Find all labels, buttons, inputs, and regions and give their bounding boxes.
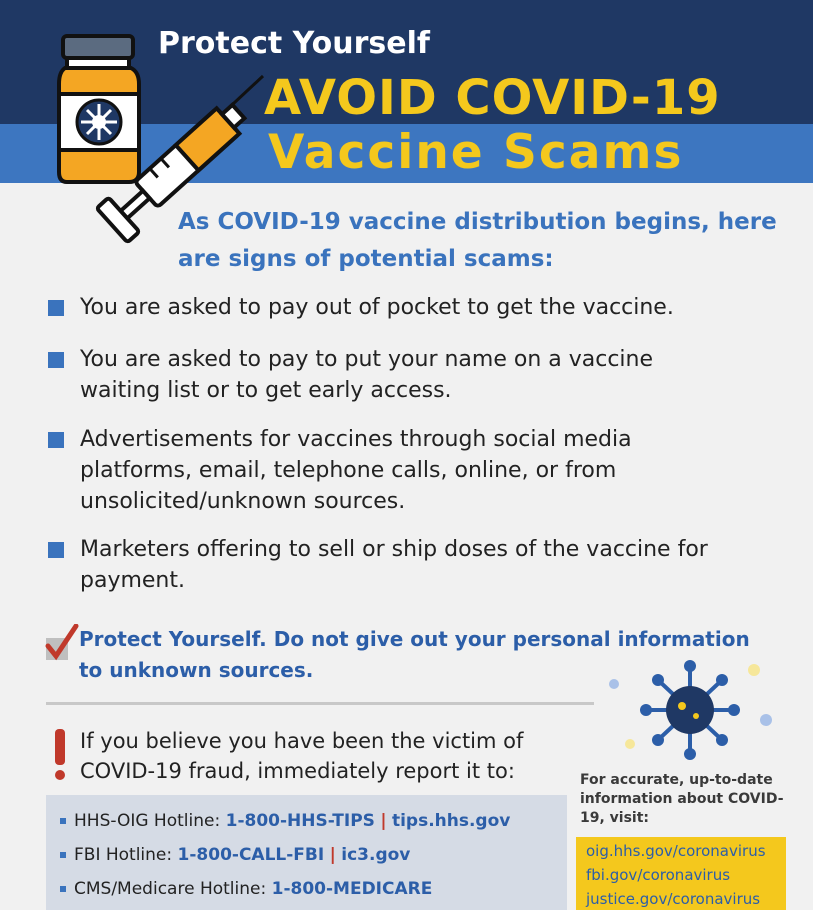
- hotline-number[interactable]: 1-800-MEDICARE: [271, 879, 433, 899]
- list-item: You are asked to pay to put your name on a vaccine waiting list or to get early access.: [48, 344, 708, 406]
- info-text: For accurate, up-to-date information about COVID-19, visit:: [580, 772, 784, 826]
- hotline-site-link[interactable]: ic3.gov: [341, 845, 411, 865]
- hotline-hhs: HHS-OIG Hotline: 1-800-HHS-TIPS | tips.hhs.gov: [60, 811, 510, 831]
- hotline-fbi: FBI Hotline: 1-800-CALL-FBI | ic3.gov: [60, 845, 410, 865]
- checkmark-icon: [44, 624, 80, 664]
- bullet-dot-icon: [60, 852, 66, 858]
- header-title-line1: AVOID COVID-19: [264, 70, 721, 126]
- list-item: Marketers offering to sell or ship doses of the vaccine for payment.: [48, 534, 738, 596]
- bullet-square-icon: [48, 300, 64, 316]
- bullet-square-icon: [48, 352, 64, 368]
- link-justice[interactable]: justice.gov/coronavirus: [586, 890, 761, 908]
- bullet-dot-icon: [60, 818, 66, 824]
- hotline-cms: CMS/Medicare Hotline: 1-800-MEDICARE: [60, 879, 432, 899]
- list-item: Advertisements for vaccines through social media platforms, email, telephone calls, online, or from unsolicited/unknown sources.: [48, 424, 698, 517]
- report-note: If you believe you have been the victim of COVID-19 fraud, immediately report it to:: [80, 729, 524, 783]
- bullet-dot-icon: [60, 886, 66, 892]
- exclamation-icon: [52, 729, 68, 781]
- header-title-line2: Vaccine Scams: [268, 125, 684, 180]
- link-fbi[interactable]: fbi.gov/coronavirus: [586, 866, 731, 884]
- virus-icon: [600, 658, 780, 768]
- bullet-square-icon: [48, 542, 64, 558]
- hotline-number[interactable]: 1-800-CALL-FBI: [177, 845, 325, 865]
- hotline-site-link[interactable]: tips.hhs.gov: [391, 811, 511, 831]
- divider: [46, 702, 594, 705]
- list-item: You are asked to pay out of pocket to get the vaccine.: [48, 292, 788, 323]
- bullet-square-icon: [48, 432, 64, 448]
- header-subtitle: Protect Yourself: [158, 26, 430, 61]
- hotline-number[interactable]: 1-800-HHS-TIPS: [225, 811, 375, 831]
- lead-text: As COVID-19 vaccine distribution begins, here are signs of potential scams:: [178, 209, 777, 272]
- link-oig[interactable]: oig.hhs.gov/coronavirus: [586, 842, 766, 860]
- protect-note: Protect Yourself. Do not give out your personal information to unknown sources.: [79, 627, 750, 682]
